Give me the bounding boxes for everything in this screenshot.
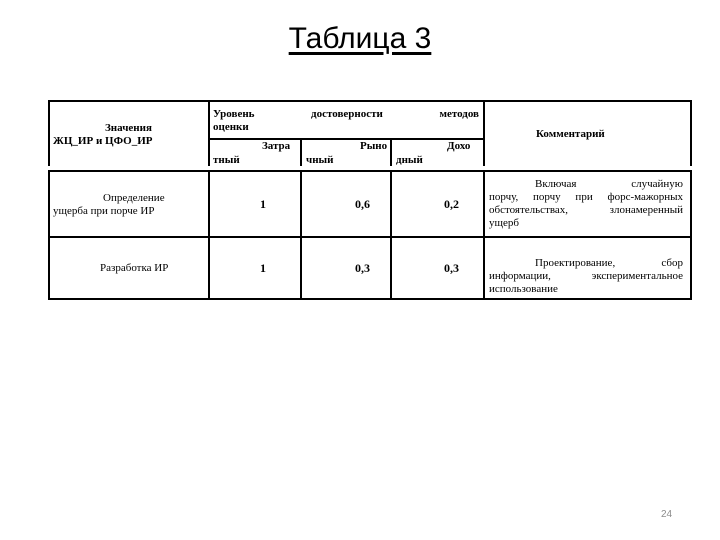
body-border-left [48,170,50,300]
row2-market: 0,3 [355,261,370,275]
header-border-right [690,100,692,166]
header-subrule [210,138,485,140]
page-number: 24 [661,509,673,520]
body-border-col2 [300,170,302,300]
row1-comment-line2: порчу, порчу при форс-мажорных [489,191,683,203]
data-table [48,100,692,300]
row1-cost: 1 [260,197,266,211]
table-rule-top [48,100,692,102]
header-col-cost-top: Затра [262,140,291,152]
row2-comment-line1: Проектирование, сбор [535,257,683,269]
row2-comment-line2: информации, экспериментальное [489,270,683,282]
row2-income: 0,3 [444,261,459,275]
header-group-title: Уровень достоверности методов [213,108,479,120]
header-comment: Комментарий [536,128,605,140]
header-col-market-top: Рыно [360,140,388,152]
header-border-col3 [390,138,392,166]
row1-label-line1: Определение [103,192,165,204]
header-border-col1 [208,100,210,166]
header-col-market-bottom: чный [306,154,334,166]
row1-comment-line4: ущерб [489,217,519,229]
header-rule-bottom [48,170,692,172]
row1-comment-line3: обстоятельствах, злонамеренный [489,204,683,216]
row1-comment-line1: Включая случайную [535,178,683,190]
header-group-title-cont: оценки [213,121,249,133]
row2-cost: 1 [260,261,266,275]
header-col-income-bottom: дный [396,154,423,166]
row2-comment-line3: использование [489,283,558,295]
header-values-label-line1: Значения [105,122,152,134]
row1-income: 0,2 [444,197,459,211]
row1-label [53,192,205,218]
row1-comment [489,178,683,230]
table-rule-bottom [48,298,692,300]
body-border-col1 [208,170,210,300]
header-border-col4 [483,100,485,166]
slide-title: Таблица 3 [288,22,432,55]
row1-label-line2: ущерба при порче ИР [53,205,155,217]
header-col-income-top: Дохо [447,140,471,152]
header-col-cost-bottom: тный [213,154,240,166]
row2-label: Разработка ИР [100,262,169,274]
header-values-label [53,122,203,148]
body-border-col3 [390,170,392,300]
body-border-col4 [483,170,485,300]
row2-comment [489,257,683,296]
header-border-left [48,100,50,166]
row-rule [48,236,692,238]
header-values-label-line2: ЖЦ_ИР и ЦФО_ИР [53,135,153,147]
row1-market: 0,6 [355,197,370,211]
header-border-col2 [300,138,302,166]
body-border-right [690,170,692,300]
